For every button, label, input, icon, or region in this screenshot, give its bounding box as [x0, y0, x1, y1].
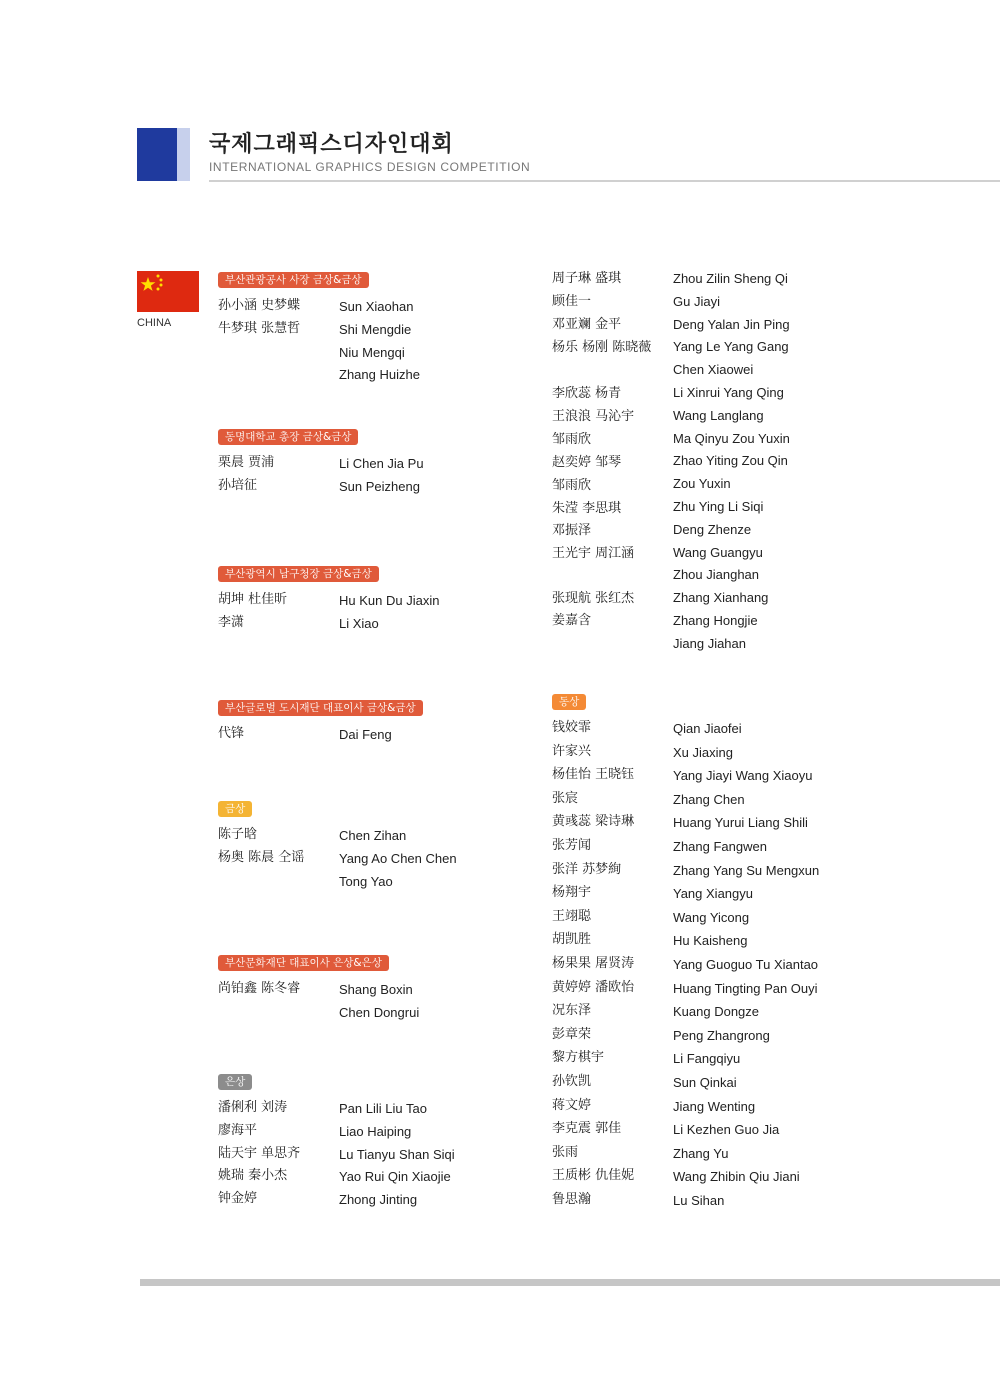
chinese-name: 胡坤 杜佳昕 — [218, 592, 288, 607]
brand-block-dark — [137, 128, 177, 181]
chinese-name: 姜嘉含 — [552, 613, 592, 628]
chinese-name: 钟金婷 — [218, 1191, 258, 1207]
chinese-name: 张芳闻 — [552, 838, 592, 853]
chinese-name: 杨乐 杨刚 陈晓薇 — [552, 340, 652, 355]
english-name: Zhu Ying Li Siqi — [673, 499, 764, 514]
chinese-name: 陈子晗 — [218, 827, 258, 842]
chinese-name: 黎方棋宇 — [552, 1050, 605, 1066]
english-name: Zhong Jinting — [339, 1192, 418, 1208]
brand-block-light — [177, 128, 190, 181]
award-badge: 부산광역시 남구청장 금상&금상 — [218, 566, 379, 582]
chinese-name: 王翊聪 — [552, 908, 592, 924]
chinese-name: 潘俐利 刘涛 — [218, 1100, 288, 1115]
chinese-name: 李欣蕊 杨青 — [552, 386, 622, 401]
english-name: Pan Lili Liu Tao — [339, 1101, 427, 1116]
english-name: Li Fangqiyu — [673, 1051, 741, 1067]
header-divider — [209, 180, 1000, 182]
award-badge: 은상 — [218, 1074, 252, 1090]
english-name: Kuang Dongze — [673, 1004, 760, 1020]
chinese-name: 王浪浪 马沁宇 — [552, 409, 635, 424]
chinese-name: 顾佳一 — [552, 294, 592, 309]
chinese-name: 李克震 郭佳 — [552, 1121, 622, 1137]
english-name: Wang Yicong — [673, 909, 750, 925]
chinese-name: 朱滢 李思琪 — [552, 501, 622, 516]
chinese-name: 栗晨 贾浦 — [218, 455, 275, 470]
english-name: Huang Tingting Pan Ouyi — [673, 980, 818, 996]
english-name: Li Chen Jia Pu — [339, 456, 424, 471]
english-name: Hu Kaisheng — [673, 933, 748, 949]
chinese-name: 孙小涵 史梦蝶 — [218, 298, 301, 313]
chinese-name: 黄婷婷 潘欧怡 — [552, 979, 635, 995]
english-name: Yang Guoguo Tu Xiantao — [673, 957, 819, 972]
chinese-name: 王光宇 周江涵 — [552, 546, 635, 561]
award-badge: 부산관광공사 사장 금상&금상 — [218, 272, 369, 288]
english-name: Deng Yalan Jin Ping — [673, 316, 790, 332]
chinese-name: 孙培征 — [218, 477, 258, 493]
chinese-name: 许家兴 — [552, 743, 592, 759]
english-name: Zhang Chen — [673, 791, 745, 807]
award-badge: 부산글로벌 도시재단 대표이사 금상&금상 — [218, 700, 423, 716]
chinese-name: 周子琳 盛琪 — [552, 271, 622, 286]
award-badge-bronze: 동상 — [552, 694, 586, 710]
english-name: Li Xinrui Yang Qing — [673, 385, 784, 400]
chinese-name: 尚铂鑫 陈冬睿 — [218, 981, 301, 996]
china-flag-icon — [137, 271, 199, 312]
english-name: Yang Jiayi Wang Xiaoyu — [673, 768, 813, 784]
english-name: Yang Ao Chen Chen — [339, 850, 457, 866]
chinese-name: 张洋 苏梦絢 — [552, 861, 622, 877]
english-name: Lu Tianyu Shan Siqi — [339, 1146, 455, 1162]
english-name: Hu Kun Du Jiaxin — [339, 593, 440, 608]
english-name: Zhou Jianghan — [673, 567, 760, 583]
english-name: Zou Yuxin — [673, 476, 731, 492]
chinese-name: 牛梦琪 张慧哲 — [218, 320, 301, 336]
english-name: Xu Jiaxing — [673, 744, 733, 760]
english-name: Sun Peizheng — [339, 478, 420, 494]
english-name: Yang Xiangyu — [673, 886, 753, 902]
chinese-name: 蒋文婷 — [552, 1097, 592, 1113]
english-name: Li Kezhen Guo Jia — [673, 1122, 780, 1138]
english-name: Jiang Wenting — [673, 1098, 756, 1114]
english-name: Wang Guangyu — [673, 544, 763, 560]
chinese-name: 邓振泽 — [552, 523, 592, 538]
english-name: Liao Haiping — [339, 1123, 412, 1139]
english-name: Dai Feng — [339, 727, 392, 742]
english-name: Li Xiao — [339, 615, 379, 631]
english-name: Qian Jiaofei — [673, 721, 742, 736]
chinese-name: 杨佳怡 王晓钰 — [552, 767, 635, 783]
english-name: Deng Zhenze — [673, 521, 752, 537]
english-name: Wang Langlang — [673, 407, 764, 423]
chinese-name: 孙钦凯 — [552, 1074, 592, 1089]
english-name: Yang Le Yang Gang — [673, 339, 789, 355]
chinese-name: 张宸 — [552, 790, 579, 806]
english-name: Zhou Zilin Sheng Qi — [673, 271, 788, 286]
english-name: Zhang Huizhe — [339, 367, 420, 383]
english-name: Chen Xiaowei — [673, 362, 754, 378]
english-name: Zhang Yang Su Mengxun — [673, 862, 820, 878]
chinese-name: 代锋 — [218, 726, 245, 741]
award-badge: 동명대학교 총장 금상&금상 — [218, 429, 358, 445]
chinese-name: 邹雨欣 — [552, 432, 592, 447]
english-name: Zhao Yiting Zou Qin — [673, 453, 788, 469]
chinese-name: 鲁思瀚 — [552, 1192, 592, 1207]
english-name: Sun Xiaohan — [339, 299, 414, 314]
chinese-name: 胡凯胜 — [552, 932, 592, 948]
chinese-name: 杨奥 陈晨 仝谣 — [218, 849, 305, 865]
english-name: Zhang Xianhang — [673, 590, 769, 606]
english-name: Jiang Jiahan — [673, 635, 746, 651]
english-name: Zhang Hongjie — [673, 613, 758, 628]
chinese-name: 廖海平 — [218, 1122, 258, 1138]
english-name: Peng Zhangrong — [673, 1027, 770, 1043]
english-name: Chen Dongrui — [339, 1004, 420, 1020]
chinese-name: 赵奕婷 邹琴 — [552, 455, 622, 470]
page-subtitle: INTERNATIONAL GRAPHICS DESIGN COMPETITION — [209, 160, 531, 174]
english-name: Tong Yao — [339, 873, 393, 889]
chinese-name: 李潇 — [218, 614, 245, 630]
chinese-name: 钱姣霏 — [552, 720, 592, 735]
page-title: 국제그래픽스디자인대회 — [209, 132, 454, 157]
chinese-name: 杨果果 屠贤涛 — [552, 956, 635, 971]
footer-bar — [140, 1279, 1000, 1286]
english-name: Wang Zhibin Qiu Jiani — [673, 1169, 800, 1185]
english-name: Lu Sihan — [673, 1193, 725, 1208]
chinese-name: 杨翔宇 — [552, 885, 592, 901]
english-name: Zhang Fangwen — [673, 839, 767, 854]
country-label: CHINA — [137, 317, 172, 329]
chinese-name: 陆天宇 单思齐 — [218, 1145, 301, 1161]
chinese-name: 黄彧蕊 梁诗琳 — [552, 814, 635, 830]
chinese-name: 邹雨欣 — [552, 478, 592, 493]
english-name: Niu Mengqi — [339, 344, 405, 360]
chinese-name: 彭章荣 — [552, 1026, 592, 1042]
chinese-name: 张雨 — [552, 1144, 579, 1160]
english-name: Zhang Yu — [673, 1145, 729, 1161]
english-name: Ma Qinyu Zou Yuxin — [673, 430, 790, 446]
award-badge: 부산문화재단 대표이사 은상&은상 — [218, 955, 389, 971]
english-name: Sun Qinkai — [673, 1075, 737, 1090]
english-name: Huang Yurui Liang Shili — [673, 815, 808, 831]
english-name: Yao Rui Qin Xiaojie — [339, 1169, 451, 1185]
chinese-name: 姚瑞 秦小杰 — [218, 1168, 288, 1184]
chinese-name: 张现航 张红杰 — [552, 591, 635, 606]
chinese-name: 王质彬 仇佳妮 — [552, 1168, 635, 1184]
english-name: Chen Zihan — [339, 828, 407, 843]
english-name: Shi Mengdie — [339, 321, 412, 337]
award-badge: 금상 — [218, 801, 252, 817]
chinese-name: 邓亚斓 金平 — [552, 317, 622, 332]
english-name: Gu Jiayi — [673, 293, 720, 309]
english-name: Shang Boxin — [339, 982, 413, 997]
chinese-name: 况东泽 — [552, 1003, 592, 1019]
